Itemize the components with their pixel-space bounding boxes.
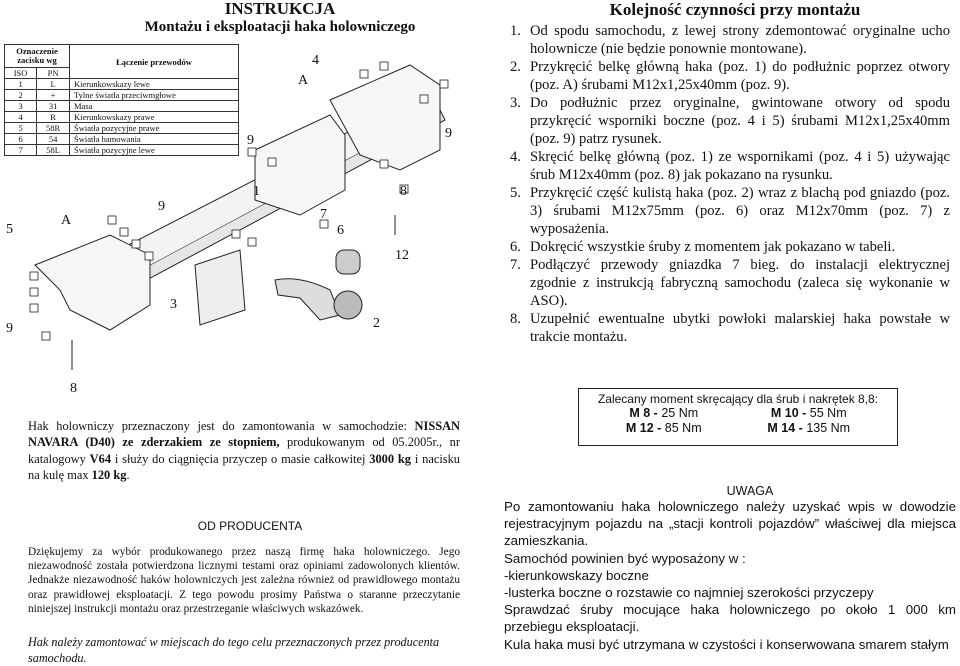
label-9d: 9 (6, 321, 13, 336)
table-row: 1 L Kierunkowskazy lewe (5, 79, 239, 90)
uwaga-text: Po zamontowaniu haka holowniczego należy uzyskać wpis w dowodzie rejestracyjnym pojazdu na „stacji kontroli pojazdów” właściwej dla miejsca zamieszkania. Samochód powinien być wyposażony w : -kierunkowskazy boczne -lusterka boczne o rozstawie co najmniej szerokości przyczepy Sprawdzać śruby mocujące haka holowniczego po około 1 000 km przebiegu eksploatacji. Kula haka musi być utrzymana w czystości i konserwowana smarem stałym (504, 499, 956, 652)
steps-title: Kolejność czynności przy montażu (609, 0, 861, 19)
uwaga-heading: UWAGA (726, 484, 774, 498)
pin-table-header-conn: Łączenie przewodów (70, 45, 239, 79)
label-12: 12 (395, 248, 409, 263)
torque-box: Zalecany moment skręcający dla śrub i nakrętek 8,8: M 8 - 25 Nm M 10 - 55 Nm M 12 - 85 Nm M 14 - 135 Nm (578, 388, 898, 446)
title-line-2: Montażu i eksploatacji haka holowniczego (144, 19, 416, 35)
pin-table-header-mark: Oznaczenie zacisku wg (5, 45, 70, 68)
steps-list (510, 22, 955, 346)
pin-table-header-iso: ISO (5, 68, 37, 79)
list-item: 7. Podłączyć przewody gniazdka 7 bieg. do instalacji elektrycznej zgodnie z instrukcją fabryczną samochodu (zaleca się wykonanie w ASO). (510, 257, 950, 309)
label-4: 4 (312, 53, 319, 68)
torque-heading: Zalecany moment skręcający dla śrub i nakrętek 8,8: (597, 392, 879, 406)
label-8b: 8 (400, 184, 407, 199)
table-row: 6 54 Światła hamowania (5, 134, 239, 145)
table-row: 7 58L Światła pozycyjne lewe (5, 145, 239, 156)
table-row: 2 + Tylne światła przeciwmgłowe (5, 90, 239, 101)
label-5: 5 (6, 222, 13, 237)
label-9c: 9 (445, 126, 452, 141)
table-row: 3 31 Masa (5, 101, 239, 112)
list-item: 3. Do podłużnic przez oryginalne, gwintowane otwory od spodu przykręcić wsporniki boczne (poz. 4 i 5) śrubami M12x1,25x40mm (poz. 9) patrz rysunek. (510, 95, 950, 147)
list-item: 8. Uzupełnić ewentualne ubytki powłoki malarskiej haka powstałe w trakcie montażu. (510, 311, 950, 345)
label-1: 1 (253, 184, 260, 199)
list-item: 1. Od spodu samochodu, z lewej strony zdemontować oryginalne ucho holownicze (nie będzie ponownie montowane). (510, 23, 950, 57)
label-9a: 9 (158, 199, 165, 214)
table-row: 5 58R Światła pozycyjne prawe (5, 123, 239, 134)
producer-text: Dziękujemy za wybór produkowanego przez naszą firmę haka holowniczego. Jego niezawodność została potwierdzona licznymi testami oraz opiniami zadowolonych klientów. Jednakże niezawodność haków holowniczych jest zależna również od prawidłowego montażu oraz prawidłowej eksploatacji. Z tego powodu prosimy Państwa o staranne przeczytanie niniejszej instrukcji montażu oraz przestrzeganie właściwych wskazówek. (28, 546, 460, 615)
label-7: 7 (320, 207, 327, 222)
producer-heading: OD PRODUCENTA (197, 519, 303, 533)
list-item: 6. Dokręcić wszystkie śruby z momentem jak pokazano w tabeli. (510, 239, 896, 255)
label-A2: A (298, 73, 309, 88)
producer-note: Hak należy zamontować w miejscach do tego celu przeznaczonych przez producenta samochodu. (28, 635, 440, 665)
label-2: 2 (373, 316, 380, 331)
label-A1: A (61, 213, 72, 228)
left-bracket (35, 235, 150, 330)
pin-table (4, 44, 239, 156)
document-title (0, 0, 500, 36)
tow-ball (334, 291, 362, 319)
ball-neck (275, 279, 340, 320)
list-item: 5. Przykręcić część kulistą haka (poz. 2) wraz z blachą pod gniazdo (poz. 3) śrubami M12x75mm (poz. 6) oraz M12x70mm (poz. 7) z wyposażenia. (510, 185, 950, 237)
label-3: 3 (170, 297, 177, 312)
label-6: 6 (337, 223, 344, 238)
list-item: 2. Przykręcić belkę główną haka (poz. 1) do podłużnic poprzez otwory (poz. A) śrubami M12x1,25x40mm (poz. 9). (510, 59, 950, 93)
title-line-1: INSTRUKCJA (224, 0, 336, 18)
list-item: 4. Skręcić belkę główną (poz. 1) ze wspornikami (poz. 4 i 5) używając śrub M12x40mm (poz. 8) jak pokazano na rysunku. (510, 149, 950, 183)
socket-plate (195, 250, 245, 325)
pin-table-header-pn: PN (37, 68, 70, 79)
label-9b: 9 (247, 133, 254, 148)
table-row: 4 R Kierunkowskazy prawe (5, 112, 239, 123)
vehicle-info: Hak holowniczy przeznaczony jest do zamontowania w samochodzie: NISSAN NAVARA (D40) ze zderzakiem ze stopniem, produkowanym od 05.2005r., nr katalogowy V64 i służy do ciągnięcia przyczep o masie całkowitej 3000 kg i nacisku na kulę max 120 kg. (28, 419, 460, 483)
label-8a: 8 (70, 381, 77, 396)
